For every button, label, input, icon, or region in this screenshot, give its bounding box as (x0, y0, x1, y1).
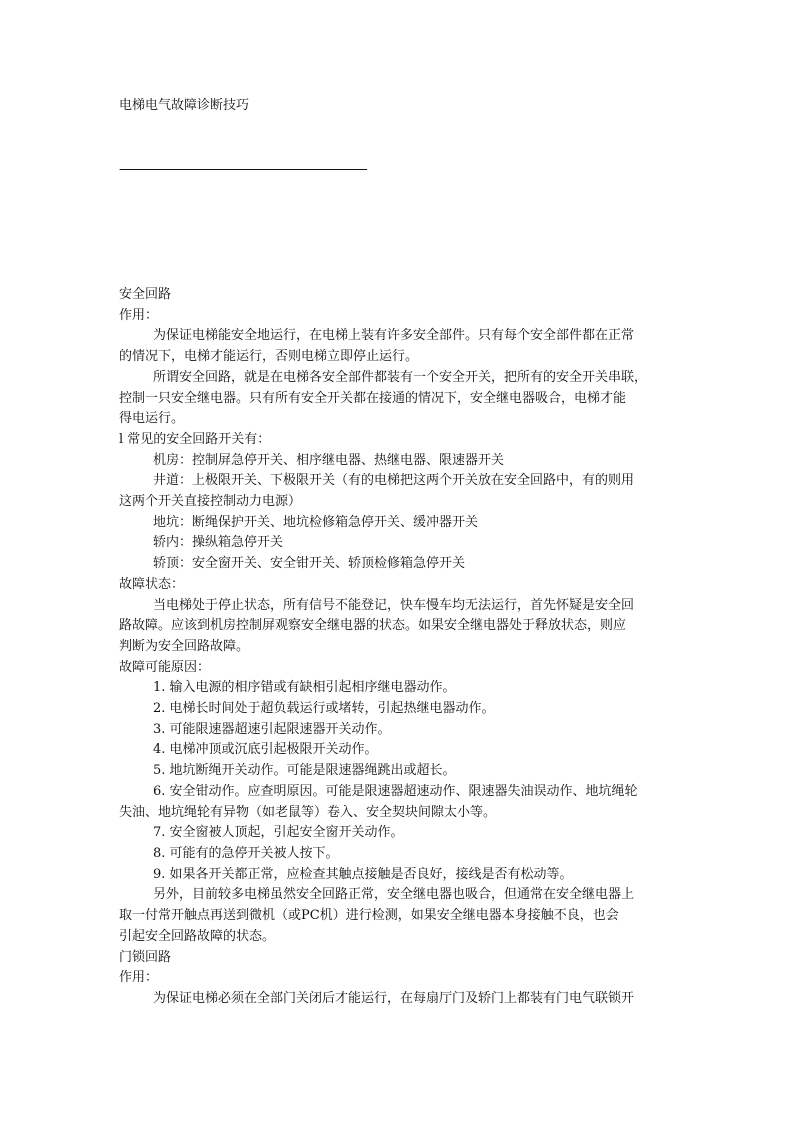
text-line: 的情况下，电梯才能运行，否则电梯立即停止运行。 (119, 349, 419, 365)
text-line: 失油、地坑绳轮有异物（如老鼠等）卷入、安全契块间隙太小等。 (119, 804, 497, 820)
text-line: 控制一只安全继电器。只有所有安全开关都在接通的情况下，安全继电器吸合，电梯才能 (119, 390, 627, 406)
text-line: 这两个开关直接控制动力电源） (119, 494, 302, 510)
separator-line: ------------------------------------------------------------------------------------ (119, 162, 367, 177)
text-line: 所谓安全回路，就是在电梯各安全部件都装有一个安全开关，把所有的安全开关串联， (153, 369, 648, 385)
text-line: 得电运行。 (119, 411, 185, 427)
text-line: 2. 电梯长时间处于超负载运行或堵转，引起热继电器动作。 (153, 701, 495, 717)
text-line: 地坑：断绳保护开关、地坑检修箱急停开关、缓冲器开关 (153, 514, 479, 530)
text-line: 作用： (119, 307, 159, 323)
text-line: 7. 安全窗被人顶起，引起安全窗开关动作。 (153, 825, 404, 841)
text-line: 作用： (119, 970, 159, 986)
text-line: 故障状态： (119, 576, 185, 592)
text-line: 1. 输入电源的相序错或有缺相引起相序继电器动作。 (153, 680, 456, 696)
text-line: 8. 可能有的急停开关被人按下。 (153, 845, 339, 861)
text-line: 为保证电梯能安全地运行，在电梯上装有许多安全部件。只有每个安全部件都在正常 (153, 328, 635, 344)
text-line: 9. 如果各开关都正常，应检查其触点接触是否良好，接线是否有松动等。 (153, 866, 573, 882)
text-line: 安全回路 (119, 287, 172, 302)
text-line: 另外，目前较多电梯虽然安全回路正常，安全继电器也吸合，但通常在安全继电器上 (153, 887, 635, 903)
text-line: 轿内：操纵箱急停开关 (153, 535, 284, 551)
text-line: l 常见的安全回路开关有： (119, 431, 271, 447)
document-title: 电梯电气故障诊断技巧 (119, 98, 250, 113)
text-line: 3. 可能限速器超速引起限速器开关动作。 (153, 721, 391, 737)
text-line: 4. 电梯冲顶或沉底引起极限开关动作。 (153, 742, 378, 758)
text-line: 门锁回路 (119, 949, 172, 965)
text-line: 井道：上极限开关、下极限开关（有的电梯把这两个开关放在安全回路中，有的则用 (153, 473, 635, 489)
text-line: 当电梯处于停止状态，所有信号不能登记，快车慢车均无法运行，首先怀疑是安全回 (153, 597, 635, 613)
text-line: 引起安全回路故障的状态。 (119, 928, 276, 944)
text-line: 6. 安全钳动作。应查明原因。可能是限速器超速动作、限速器失油误动作、地坑绳轮 (153, 783, 638, 799)
text-line: 路故障。应该到机房控制屏观察安全继电器的状态。如果安全继电器处于释放状态，则应 (119, 618, 627, 634)
text-line: 取一付常开触点再送到微机（或PC机）进行检测，如果安全继电器本身接触不良，也会 (119, 908, 619, 924)
text-line: 为保证电梯必须在全部门关闭后才能运行，在每扇厅门及轿门上都装有门电气联锁开 (153, 990, 635, 1006)
document-body (119, 285, 679, 1010)
text-line: 故障可能原因： (119, 659, 211, 675)
text-line: 机房：控制屏急停开关、相序继电器、热继电器、限速器开关 (153, 452, 505, 468)
text-line: 5. 地坑断绳开关动作。可能是限速器绳跳出或超长。 (153, 763, 456, 779)
text-line: 轿顶：安全窗开关、安全钳开关、轿顶检修箱急停开关 (153, 556, 466, 572)
text-line: 判断为安全回路故障。 (119, 638, 250, 654)
